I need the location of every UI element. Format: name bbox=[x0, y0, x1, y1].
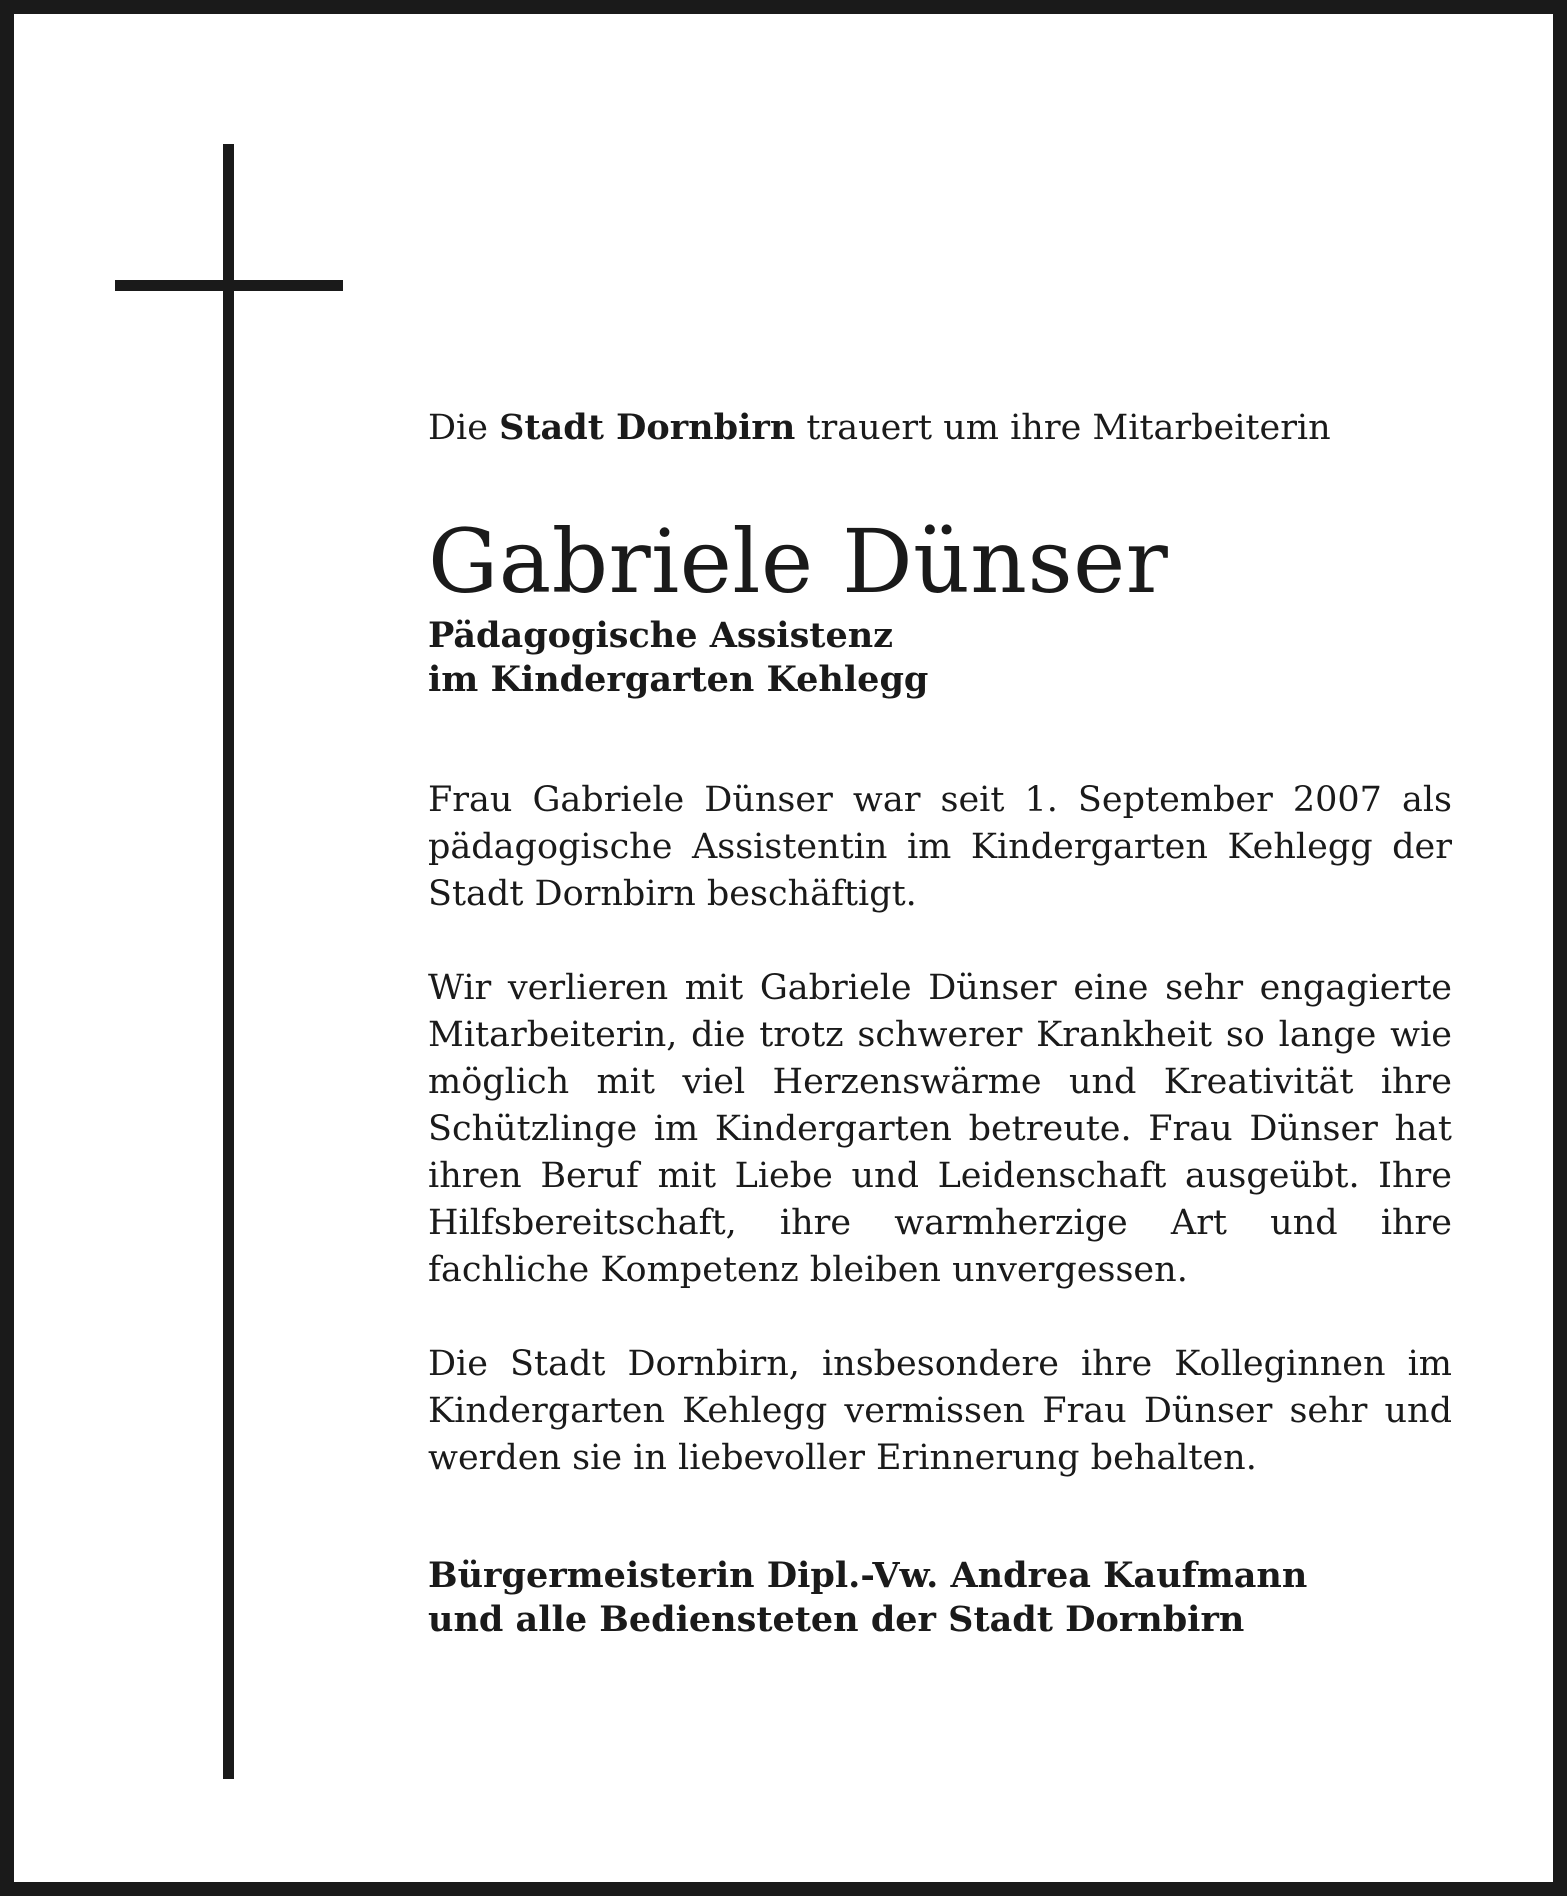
obituary-content bbox=[428, 404, 1452, 1642]
signature-block bbox=[428, 1554, 1452, 1642]
deceased-role bbox=[428, 614, 1452, 702]
cross-vertical-bar bbox=[223, 144, 234, 1779]
cross-horizontal-bar bbox=[115, 280, 343, 291]
signature-line-2: und alle Bediensteten der Stadt Dornbirn bbox=[428, 1599, 1245, 1640]
paragraph-remembrance: Die Stadt Dornbirn, insbesondere ihre Kolleginnen im Kindergarten Kehlegg vermissen Frau Dünser sehr und werden sie in liebevoller Erinnerung behalten. bbox=[428, 1344, 1452, 1478]
paragraph-tribute: Wir verlieren mit Gabriele Dünser eine sehr engagierte Mitarbeiterin, die trotz schwerer Krankheit so lange wie möglich mit viel Herzenswärme und Kreativität ihre Schützlinge im Kindergarten betreute. Frau Dünser hat ihren Beruf mit Liebe und Leidenschaft ausgeübt. Ihre Hilfsbereitschaft, ihre warmherzige Art und ihre fachliche Kompetenz bleiben unvergessen. bbox=[428, 968, 1452, 1290]
intro-before: Die bbox=[428, 408, 500, 448]
role-line-1: Pädagogische Assistenz bbox=[428, 615, 894, 656]
role-line-2: im Kindergarten Kehlegg bbox=[428, 659, 929, 700]
intro-organization: Stadt Dornbirn bbox=[499, 407, 796, 448]
paragraph-employment: Frau Gabriele Dünser war seit 1. September 2007 als pädagogische Assistentin im Kindergarten Kehlegg der Stadt Dornbirn beschäftigt. bbox=[428, 780, 1452, 914]
intro-line bbox=[428, 404, 1452, 452]
intro-after: trauert um ihre Mitarbeiterin bbox=[795, 408, 1331, 448]
deceased-name: Gabriele Dünser bbox=[428, 510, 1169, 613]
signature-line-1: Bürgermeisterin Dipl.-Vw. Andrea Kaufmann bbox=[428, 1555, 1308, 1596]
